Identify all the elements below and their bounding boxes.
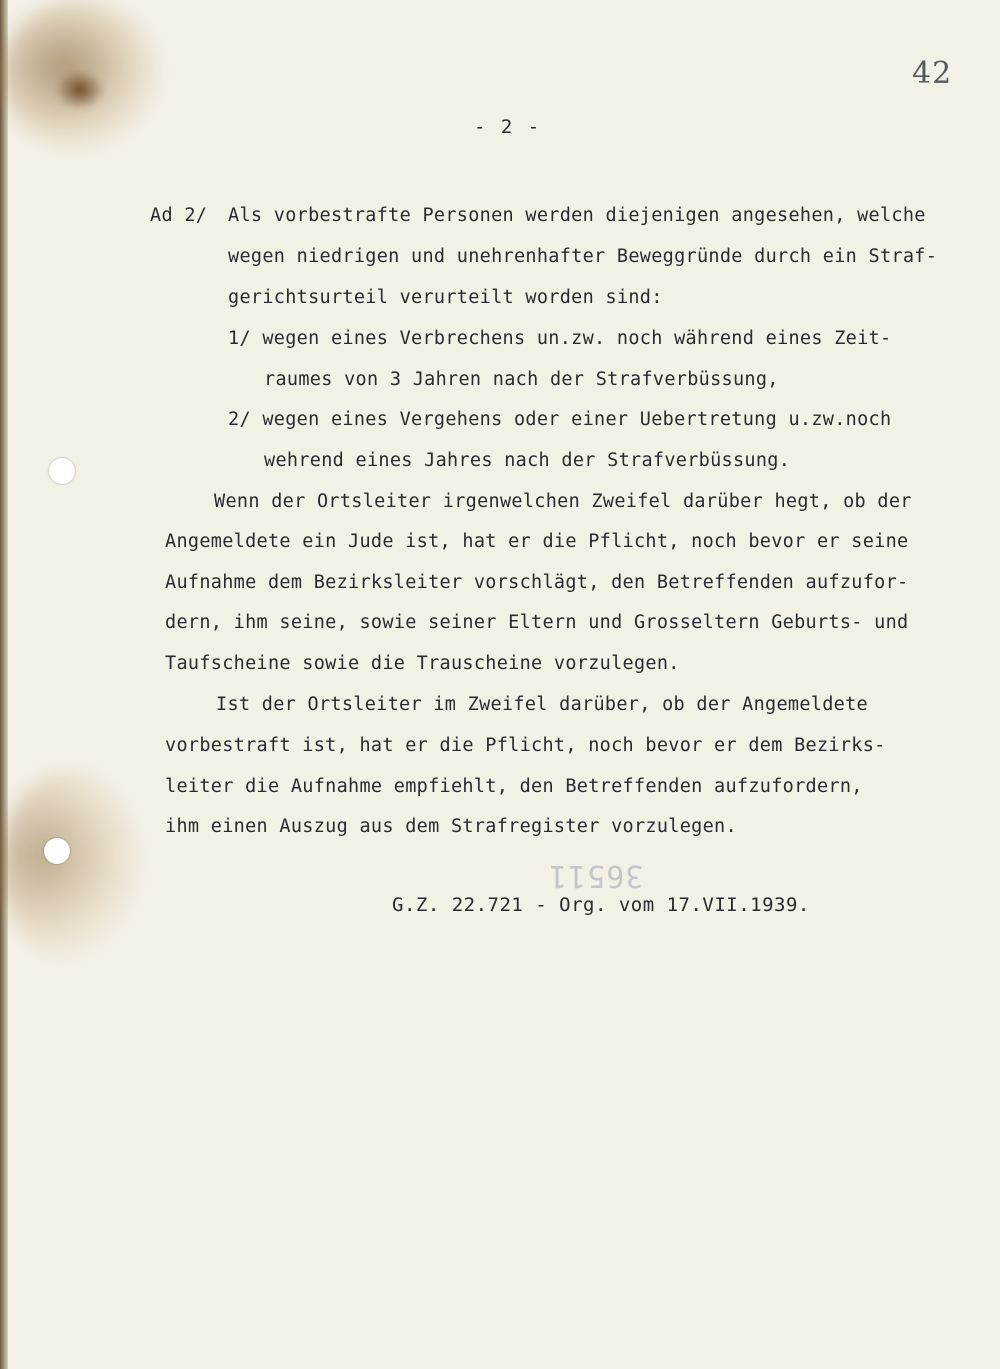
burn-stain-middle xyxy=(0,770,140,960)
reference-line: G.Z. 22.721 - Org. vom 17.VII.1939. xyxy=(392,894,810,916)
burn-mark-top xyxy=(55,70,105,110)
archive-stamp: 36511 xyxy=(548,858,644,893)
text-line: Als vorbestrafte Personen werden diejenigen angesehen, welche xyxy=(228,205,926,226)
text-line: leiter die Aufnahme empfiehlt, den Betreffenden aufzufordern, xyxy=(165,776,863,797)
text-line: dern, ihm seine, sowie seiner Eltern und Grosseltern Geburts- und xyxy=(165,612,909,633)
section-label: Ad 2/ xyxy=(150,205,208,226)
text-line: Taufscheine sowie die Trauscheine vorzulegen. xyxy=(165,653,680,674)
list-item-2: 2/ wegen eines Vergehens oder einer Uebertretung u.zw.noch xyxy=(228,409,892,430)
punch-hole-lower xyxy=(44,838,70,864)
text-line: Angemeldete ein Jude ist, hat er die Pflicht, noch bevor er seine xyxy=(165,531,909,552)
text-line: wehrend eines Jahres nach der Strafverbüssung. xyxy=(264,450,791,471)
punch-hole-upper xyxy=(49,458,75,484)
text-line: ihm einen Auszug aus dem Strafregister vorzulegen. xyxy=(165,816,737,837)
list-item-1: 1/ wegen eines Verbrechens un.zw. noch während eines Zeit- xyxy=(228,328,892,349)
text-line: raumes von 3 Jahren nach der Strafverbüssung, xyxy=(264,369,779,390)
text-line: gerichtsurteil verurteilt worden sind: xyxy=(228,287,663,308)
page-number: - 2 - xyxy=(474,116,542,138)
text-line: wegen niedrigen und unehrenhafter Beweggründe durch ein Straf- xyxy=(228,246,938,267)
folio-number: 42 xyxy=(912,56,953,91)
paragraph-start: Wenn der Ortsleiter irgenwelchen Zweifel darüber hegt, ob der xyxy=(214,491,912,512)
text-line: vorbestraft ist, hat er die Pflicht, noch bevor er dem Bezirks- xyxy=(165,735,886,756)
text-line: Aufnahme dem Bezirksleiter vorschlägt, den Betreffenden aufzufor- xyxy=(165,572,909,593)
paragraph-start: Ist der Ortsleiter im Zweifel darüber, ob der Angemeldete xyxy=(216,694,868,715)
page-edge xyxy=(0,0,8,1369)
